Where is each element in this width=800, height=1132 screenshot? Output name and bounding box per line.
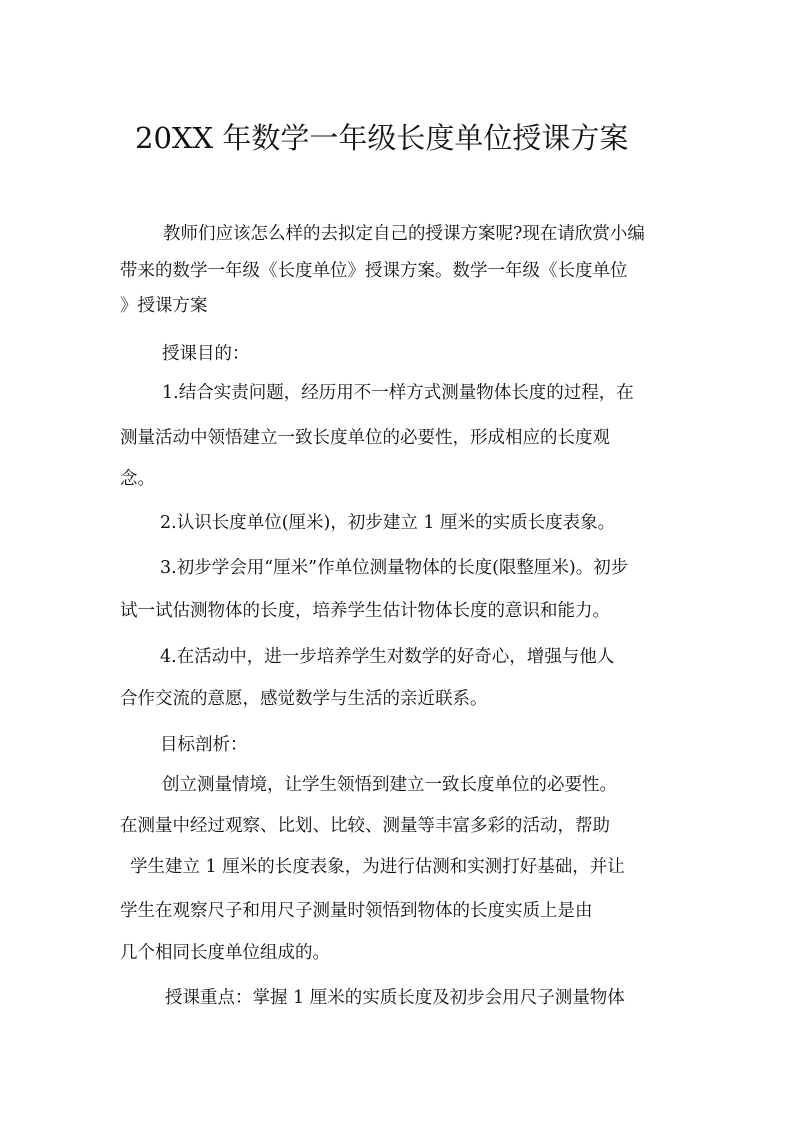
paragraph-line: 教师们应该怎么样的去拟定自己的授课方案呢?现在请欣赏小编 <box>163 224 645 244</box>
section-heading: 授课目的： <box>162 344 250 364</box>
paragraph-line: 在测量中经过观察、比划、比较、测量等丰富多彩的活动，帮助 <box>120 816 610 836</box>
paragraph-line: 带来的数学一年级《长度单位》授课方案。数学一年级《长度单位 <box>120 261 628 281</box>
section-heading: 授课重点：掌握 1 厘米的实质长度及初步会用尺子测量物体 <box>165 988 625 1008</box>
paragraph-line: 》授课方案 <box>120 296 208 316</box>
paragraph-line: 几个相同长度单位组成的。 <box>120 943 330 963</box>
document-title: 20XX 年数学一年级长度单位授课方案 <box>135 121 629 155</box>
paragraph-line: 学生在观察尺子和用尺子测量时领悟到物体的长度实质上是由 <box>120 901 593 921</box>
section-heading: 目标剖析： <box>160 735 248 755</box>
paragraph-line: 学生建立 1 厘米的长度表象，为进行估测和实测打好基础，并让 <box>130 857 625 877</box>
paragraph-line: 3.初步学会用“厘米”作单位测量物体的长度(限整厘米)。初步 <box>160 558 629 578</box>
paragraph-line: 4.在活动中，进一步培养学生对数学的好奇心，增强与他人 <box>160 647 615 667</box>
paragraph-line: 1.结合实责问题，经历用不一样方式测量物体长度的过程，在 <box>162 383 634 403</box>
paragraph-line: 创立测量情境，让学生领悟到建立一致长度单位的必要性。 <box>162 775 617 795</box>
paragraph-line: 测量活动中领悟建立一致长度单位的必要性，形成相应的长度观 <box>120 428 610 448</box>
paragraph-line: 合作交流的意愿，感觉数学与生活的亲近联系。 <box>120 689 488 709</box>
paragraph-line: 试一试估测物体的长度，培养学生估计物体长度的意识和能力。 <box>120 601 610 621</box>
paragraph-line: 2.认识长度单位(厘米)，初步建立 1 厘米的实质长度表象。 <box>160 513 616 533</box>
paragraph-line: 念。 <box>120 469 155 489</box>
